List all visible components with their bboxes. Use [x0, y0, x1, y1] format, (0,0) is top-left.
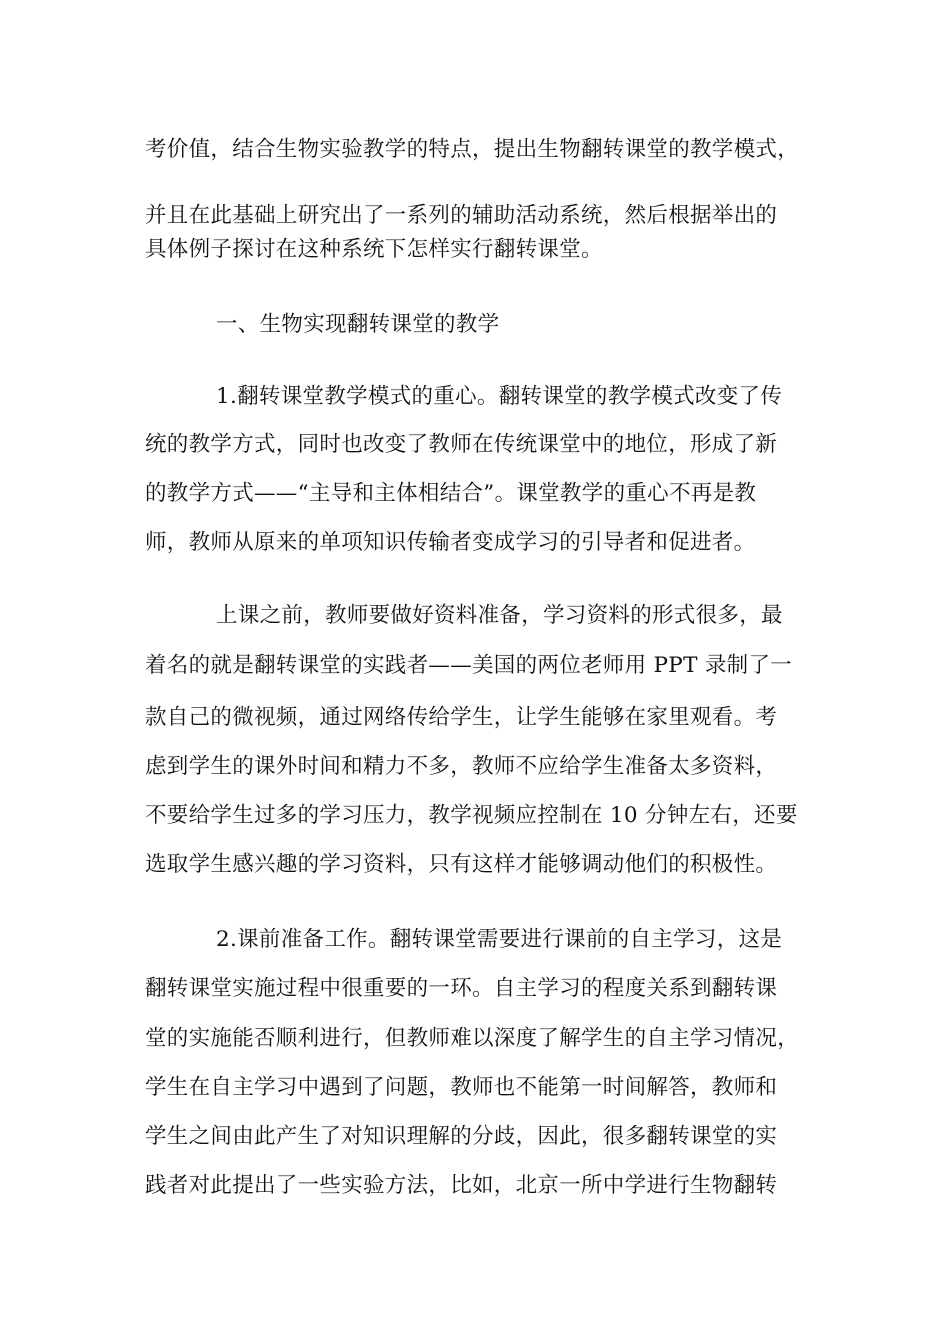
text-line: 虑到学生的课外时间和精力不多，教师不应给学生准备太多资料， — [145, 754, 778, 779]
text-line: 具体例子探讨在这种系统下怎样实行翻转课堂。 — [145, 237, 603, 262]
text-line: 的教学方式——“主导和主体相结合”。课堂教学的重心不再是教 — [145, 481, 757, 506]
text-line: 堂的实施能否顺利进行，但教师难以深度了解学生的自主学习情况， — [145, 1026, 800, 1051]
text-line: 不要给学生过多的学习压力，教学视频应控制在 10 分钟左右，还要 — [145, 803, 798, 828]
text-line: 1.翻转课堂教学模式的重心。翻转课堂的教学模式改变了传 — [216, 384, 783, 409]
section-heading: 一、生物实现翻转课堂的教学 — [216, 312, 500, 337]
text-line: 2.课前准备工作。翻转课堂需要进行课前的自主学习，这是 — [216, 927, 783, 952]
text-line: 考价值，结合生物实验教学的特点，提出生物翻转课堂的教学模式， — [145, 137, 800, 162]
text-line: 着名的就是翻转课堂的实践者——美国的两位老师用 PPT 录制了一 — [145, 653, 793, 678]
text-line: 选取学生感兴趣的学习资料，只有这样才能够调动他们的积极性。 — [145, 852, 778, 877]
text-line: 上课之前，教师要做好资料准备，学习资料的形式很多，最 — [216, 603, 783, 628]
text-line: 师，教师从原来的单项知识传输者变成学习的引导者和促进者。 — [145, 530, 756, 555]
text-line: 学生在自主学习中遇到了问题，教师也不能第一时间解答，教师和 — [145, 1075, 778, 1100]
text-line: 翻转课堂实施过程中很重要的一环。自主学习的程度关系到翻转课 — [145, 976, 778, 1001]
text-line: 统的教学方式，同时也改变了教师在传统课堂中的地位，形成了新 — [145, 432, 778, 457]
text-line: 践者对此提出了一些实验方法，比如，北京一所中学进行生物翻转 — [145, 1173, 778, 1198]
text-line: 学生之间由此产生了对知识理解的分歧，因此，很多翻转课堂的实 — [145, 1124, 778, 1149]
text-line: 款自己的微视频，通过网络传给学生，让学生能够在家里观看。考 — [145, 705, 778, 730]
text-line: 并且在此基础上研究出了一系列的辅助活动系统，然后根据举出的 — [145, 203, 778, 228]
